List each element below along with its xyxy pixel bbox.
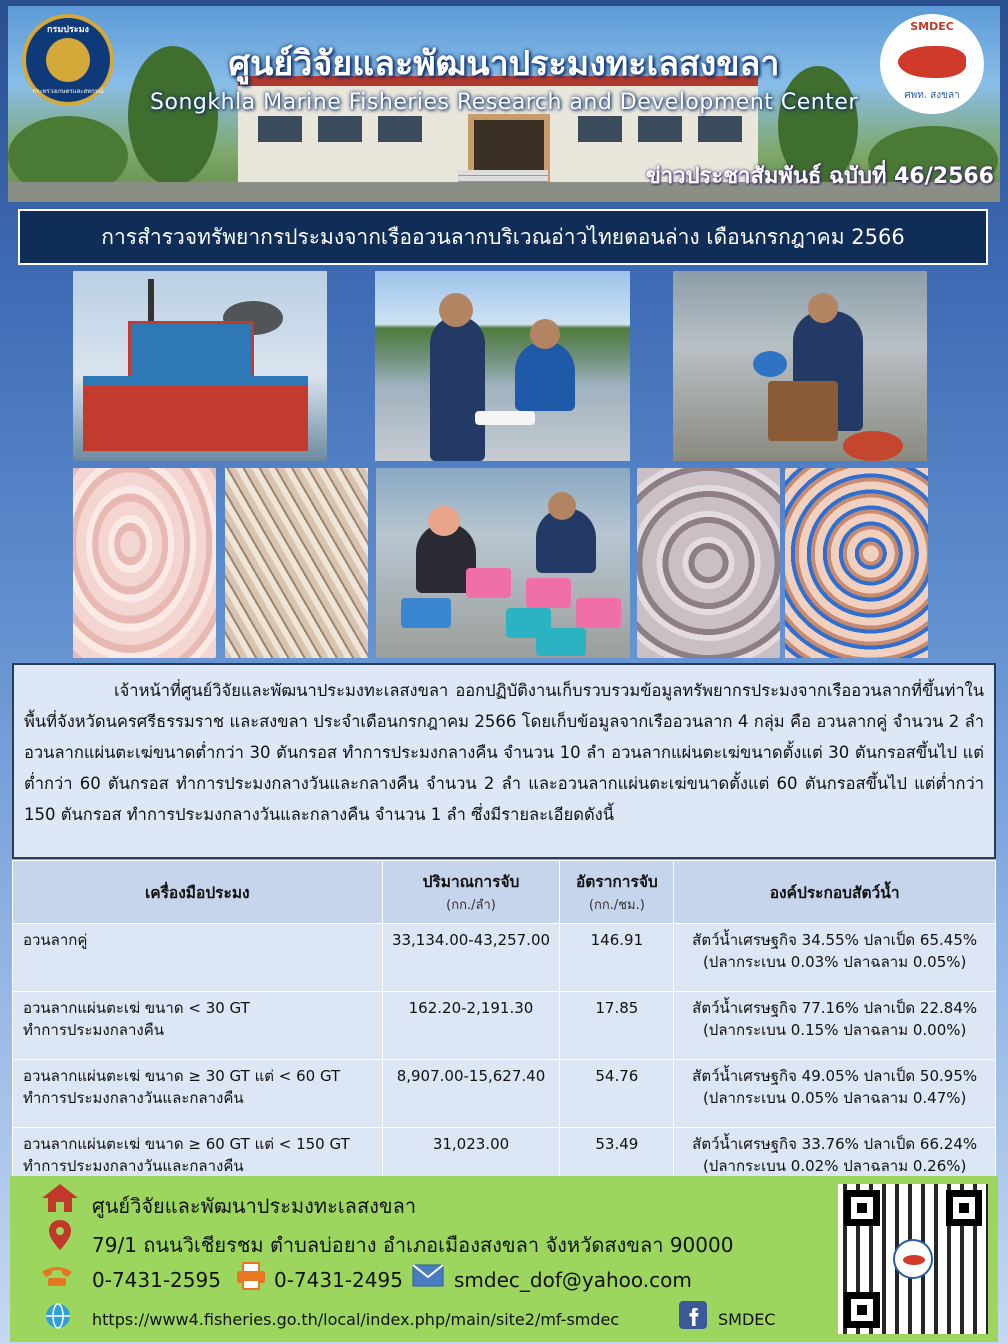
header-gear	[13, 861, 383, 924]
logo-left-sub: กระทรวงเกษตรและสหกรณ์	[32, 88, 104, 95]
header-rate-unit: (กก./ชม.)	[588, 898, 645, 913]
composition-line-2: (ปลากระเบน 0.05% ปลาฉลาม 0.47%)	[702, 1089, 967, 1107]
smdec-small-logo	[893, 1239, 933, 1279]
footer-facebook-link[interactable]: SMDEC	[718, 1310, 776, 1329]
photo-fish-silver	[225, 468, 368, 658]
gear-line-1: อวนลากแผ่นตะเฆ่ ขนาด ≥ 60 GT แต่ < 150 GT	[23, 1135, 350, 1153]
email-icon	[412, 1262, 444, 1288]
cell-rate: 17.85	[560, 992, 674, 1060]
photo-shrimp	[785, 468, 928, 658]
cell-catch: 31,023.00	[382, 1128, 560, 1196]
table-row	[13, 992, 996, 1060]
footer-website-link[interactable]: https://www4.fisheries.go.th/local/index.php/main/site2/mf-smdec	[92, 1310, 620, 1329]
header-catch-label: ปริมาณการจับ	[422, 873, 520, 891]
photo-squid	[637, 468, 780, 658]
photo-staff-interview	[375, 271, 630, 461]
fax-icon	[236, 1262, 266, 1290]
photo-sorting-catch	[673, 271, 927, 461]
logo-left-label: กรมประมง	[47, 25, 89, 35]
gear-line-1: อวนลากคู่	[23, 931, 88, 949]
cell-catch: 162.20-2,191.30	[382, 992, 560, 1060]
cell-catch: 33,134.00-43,257.00	[382, 924, 560, 992]
composition-line-2: (ปลากระเบน 0.03% ปลาฉลาม 0.05%)	[702, 953, 967, 971]
gear-line-2: ทำการประมงกลางวันและกลางคืน	[23, 1157, 244, 1175]
photo-trawler-boat	[73, 271, 327, 461]
header-rate-label: อัตราการจับ	[576, 873, 658, 891]
footer-org-name: ศูนย์วิจัยและพัฒนาประมงทะเลสงขลา	[92, 1194, 417, 1218]
composition-line-1: สัตว์น้ำเศรษฐกิจ 34.55% ปลาเป็ด 65.45%	[692, 931, 978, 949]
cell-catch: 8,907.00-15,627.40	[382, 1060, 560, 1128]
composition-line-2: (ปลากระเบน 0.15% ปลาฉลาม 0.00%)	[702, 1021, 967, 1039]
header-composition-label: องค์ประกอบสัตว์น้ำ	[769, 883, 900, 902]
photo-catch-baskets	[376, 468, 630, 658]
home-icon	[40, 1182, 80, 1214]
gear-line-1: อวนลากแผ่นตะเฆ่ ขนาด < 30 GT	[23, 999, 250, 1017]
catch-summary-table	[12, 860, 996, 1196]
composition-line-1: สัตว์น้ำเศรษฐกิจ 77.16% ปลาเป็ด 22.84%	[692, 999, 978, 1017]
table-row	[13, 924, 996, 992]
body-text-box	[12, 663, 996, 859]
issue-number: ข่าวประชาสัมพันธ์ ฉบับที่ 46/2566	[645, 164, 994, 189]
logo-right-label: SMDEC	[910, 20, 954, 33]
footer-address: 79/1 ถนนวิเชียรชม ตำบลบ่อยาง อำเภอเมืองสงขลา จังหวัดสงขลา 90000	[92, 1233, 734, 1257]
footer-fax: 0-7431-2495	[274, 1268, 403, 1292]
header-catch-unit: (กก./ลำ)	[446, 898, 496, 913]
header-composition	[674, 861, 996, 924]
globe-icon	[44, 1302, 72, 1330]
gear-line-1: อวนลากแผ่นตะเฆ่ ขนาด ≥ 30 GT แต่ < 60 GT	[23, 1067, 341, 1085]
phone-icon	[40, 1264, 74, 1288]
cell-composition	[674, 1060, 996, 1128]
cell-rate: 54.76	[560, 1060, 674, 1128]
gear-line-2: ทำการประมงกลางคืน	[23, 1021, 165, 1039]
gear-line-2: ทำการประมงกลางวันและกลางคืน	[23, 1089, 244, 1107]
table-header-row	[13, 861, 996, 924]
qr-code-icon[interactable]	[838, 1184, 988, 1334]
cell-composition	[674, 992, 996, 1060]
cell-gear	[13, 992, 383, 1060]
center-title-english: Songkhla Marine Fisheries Research and Development Center	[150, 90, 858, 115]
table-row	[13, 1060, 996, 1128]
cell-rate: 53.49	[560, 1128, 674, 1196]
footer-email[interactable]: smdec_dof@yahoo.com	[454, 1268, 692, 1292]
header-rate	[560, 861, 674, 924]
photo-fish-pink	[73, 468, 216, 658]
header-catch	[382, 861, 560, 924]
composition-line-1: สัตว์น้ำเศรษฐกิจ 49.05% ปลาเป็ด 50.95%	[692, 1067, 978, 1085]
logo-right-sub: ศพท. สงขลา	[904, 90, 960, 101]
header-gear-label: เครื่องมือประมง	[144, 883, 250, 902]
location-pin-icon	[48, 1219, 72, 1251]
composition-line-1: สัตว์น้ำเศรษฐกิจ 33.76% ปลาเป็ด 66.24%	[692, 1135, 978, 1153]
cell-composition	[674, 924, 996, 992]
body-paragraph: เจ้าหน้าที่ศูนย์วิจัยและพัฒนาประมงทะเลสงขลา ออกปฏิบัติงานเก็บรวบรวมข้อมูลทรัพยากรประมงจากเรืออวนลากที่ขึ้นท่าในพื้นที่จังหวัดนครศรีธรรมราช และสงขลา ประจำเดือนกรกฎาคม 2566 โดยเก็บข้อมูลจากเรืออวนลาก 4 กลุ่ม คือ อวนลากคู่ จำนวน 2 ลำ อวนลากแผ่นตะเฆ่ขนาดต่ำกว่า 30 ตันกรอส ทำการประมงกลางคืน จำนวน 10 ลำ อวนลากแผ่นตะเฆ่ขนาดตั้งแต่ 30 ตันกรอสขึ้นไป แต่ต่ำกว่า 60 ตันกรอส ทำการประมงกลางวันและกลางคืน จำนวน 2 ลำ และอวนลากแผ่นตะเฆ่ขนาดตั้งแต่ 60 ตันกรอสขึ้นไป แต่ต่ำกว่า 150 ตันกรอส ทำการประมงกลางวันและกลางคืน จำนวน 1 ลำ ซึ่งมีรายละเอียดดังนี้	[24, 681, 984, 824]
cell-gear	[13, 924, 383, 992]
cell-rate: 146.91	[560, 924, 674, 992]
footer-phone: 0-7431-2595	[92, 1268, 221, 1292]
news-title: การสำรวจทรัพยากรประมงจากเรืออวนลากบริเวณอ่าวไทยตอนล่าง เดือนกรกฎาคม 2566	[18, 209, 988, 265]
facebook-icon[interactable]	[678, 1300, 708, 1330]
cell-gear	[13, 1060, 383, 1128]
composition-line-2: (ปลากระเบน 0.02% ปลาฉลาม 0.26%)	[702, 1157, 967, 1175]
center-title-thai: ศูนย์วิจัยและพัฒนาประมงทะเลสงขลา	[228, 44, 780, 84]
